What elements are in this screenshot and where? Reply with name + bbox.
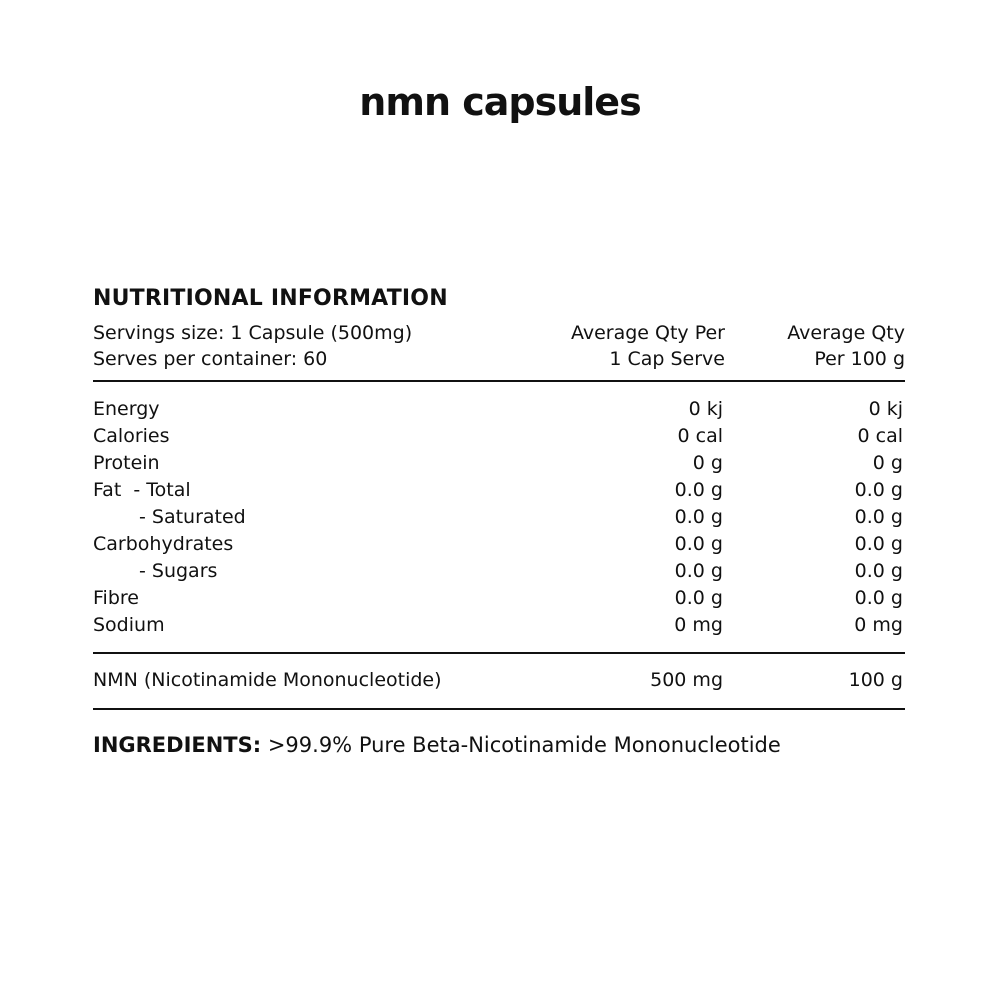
per-serve-value: 0 mg (674, 614, 723, 636)
serving-size: Servings size: 1 Capsule (500mg) (93, 322, 413, 344)
nutrient-name: Carbohydrates (93, 533, 234, 555)
nutrient-name: - Saturated (139, 506, 246, 528)
per-100g-value: 0 cal (857, 425, 903, 447)
nutrient-name: Protein (93, 452, 160, 474)
per-100g-value: 0.0 g (854, 479, 903, 501)
per-serve-value: 0.0 g (674, 533, 723, 555)
serving-info (93, 320, 485, 372)
nutrition-panel (93, 284, 905, 760)
nutrient-row-carbohydrates (93, 531, 905, 558)
per-100g-value: 0 mg (854, 614, 903, 636)
serves-per-container: Serves per container: 60 (93, 348, 328, 370)
ingredients-label: INGREDIENTS: (93, 733, 262, 757)
per-100g-value: 0 g (872, 452, 903, 474)
nutrient-row-protein (93, 450, 905, 477)
nutrient-row-sodium (93, 612, 905, 639)
per-serve-value: 0.0 g (674, 506, 723, 528)
column-header (93, 320, 905, 372)
active-per-100g-value: 100 g (848, 669, 903, 691)
active-ingredient-row (93, 654, 905, 708)
nutrient-name: Energy (93, 398, 160, 420)
per-serve-header (485, 320, 725, 372)
bottom-divider (93, 708, 905, 710)
per-serve-value: 0 kj (688, 398, 723, 420)
nutrient-row-fat-total (93, 477, 905, 504)
nutrient-row-saturated (93, 504, 905, 531)
per-100g-header (725, 320, 905, 372)
nutrient-row-sugars (93, 558, 905, 585)
ingredients-text: >99.9% Pure Beta-Nicotinamide Mononucleotide (261, 733, 781, 757)
per-100g-header-line1: Average Qty (787, 322, 905, 344)
nutrient-row-calories (93, 423, 905, 450)
per-100g-value: 0 kj (868, 398, 903, 420)
nutrient-name: Calories (93, 425, 170, 447)
nutrient-row-energy (93, 396, 905, 423)
per-serve-header-line2: 1 Cap Serve (609, 348, 725, 370)
nutrition-heading: NUTRITIONAL INFORMATION (93, 286, 448, 311)
per-100g-value: 0.0 g (854, 506, 903, 528)
nutrient-rows (93, 382, 905, 652)
per-serve-value: 0.0 g (674, 560, 723, 582)
per-100g-value: 0.0 g (854, 533, 903, 555)
per-100g-header-line2: Per 100 g (814, 348, 905, 370)
ingredients-line (93, 730, 905, 760)
product-title: nmn capsules (359, 80, 641, 124)
per-serve-value: 0 cal (677, 425, 723, 447)
active-ingredient-name: NMN (Nicotinamide Mononucleotide) (93, 669, 442, 691)
per-serve-value: 0 g (692, 452, 723, 474)
per-serve-value: 0.0 g (674, 479, 723, 501)
nutrient-name: Fat - Total (93, 479, 191, 501)
per-serve-value: 0.0 g (674, 587, 723, 609)
per-100g-value: 0.0 g (854, 587, 903, 609)
nutrient-name: Sodium (93, 614, 165, 636)
nutrient-name: Fibre (93, 587, 139, 609)
active-per-serve-value: 500 mg (650, 669, 723, 691)
per-100g-value: 0.0 g (854, 560, 903, 582)
per-serve-header-line1: Average Qty Per (570, 322, 725, 344)
nutrient-row-fibre (93, 585, 905, 612)
nutrient-name: - Sugars (139, 560, 218, 582)
